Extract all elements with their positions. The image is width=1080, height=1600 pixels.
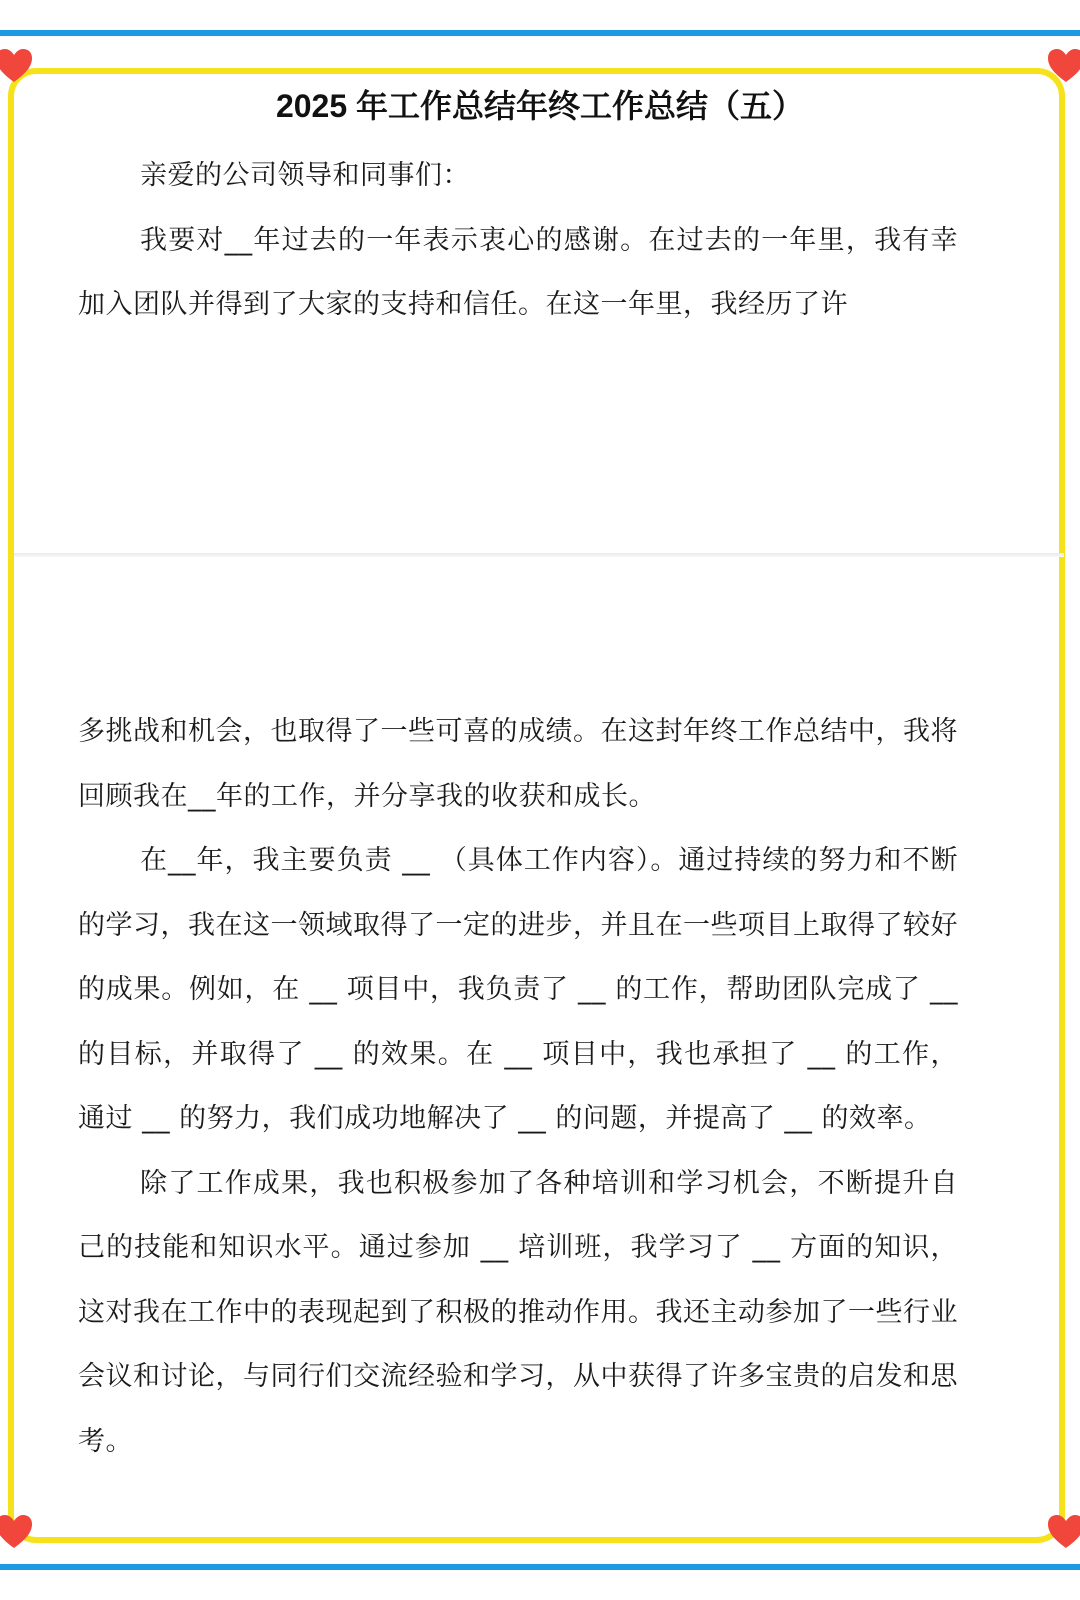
paragraph-3: 除了工作成果，我也积极参加了各种培训和学习机会，不断提升自己的技能和知识水平。通过参加 __ 培训班，我学习了 __ 方面的知识，这对我在工作中的表现起到了积极的推动作用。我还主动参加了一些行业会议和讨论，与同行们交流经验和学习，从中获得了许多宝贵的启发和思考。 bbox=[78, 1167, 958, 1457]
top-blue-border bbox=[0, 30, 1080, 36]
page-seam bbox=[14, 553, 1064, 557]
paragraph-1-part-2: 多挑战和机会，也取得了一些可喜的成绩。在这封年终工作总结中，我将回顾我在__年的工作，并分享我的收获和成长。 bbox=[78, 716, 958, 812]
content-upper bbox=[78, 144, 958, 338]
page-title: 2025 年工作总结年终工作总结（五） bbox=[275, 88, 805, 124]
heart-icon bbox=[0, 1512, 34, 1552]
bottom-blue-border bbox=[0, 1564, 1080, 1570]
paragraph-1-part-1: 我要对__年过去的一年表示衷心的感谢。在过去的一年里，我有幸加入团队并得到了大家的支持和信任。在这一年里，我经历了许 bbox=[78, 224, 958, 320]
paragraph-2: 在__年，我主要负责 __ （具体工作内容）。通过持续的努力和不断的学习，我在这一领域取得了一定的进步，并且在一些项目上取得了较好的成果。例如，在 __ 项目中，我负责了 __ 的工作，帮助团队完成了 __ 的目标，并取得了 __ 的效果。在 __ 项目中，我也承担了 __ 的工作，通过 __ 的努力，我们成功地解决了 __ 的问题，并提高了 __ 的效率。 bbox=[78, 845, 958, 1134]
greeting: 亲爱的公司领导和同事们： bbox=[140, 160, 470, 191]
content-lower bbox=[78, 700, 958, 1474]
heart-icon bbox=[0, 46, 34, 86]
heart-icon bbox=[1046, 1512, 1080, 1552]
heart-icon bbox=[1046, 46, 1080, 86]
